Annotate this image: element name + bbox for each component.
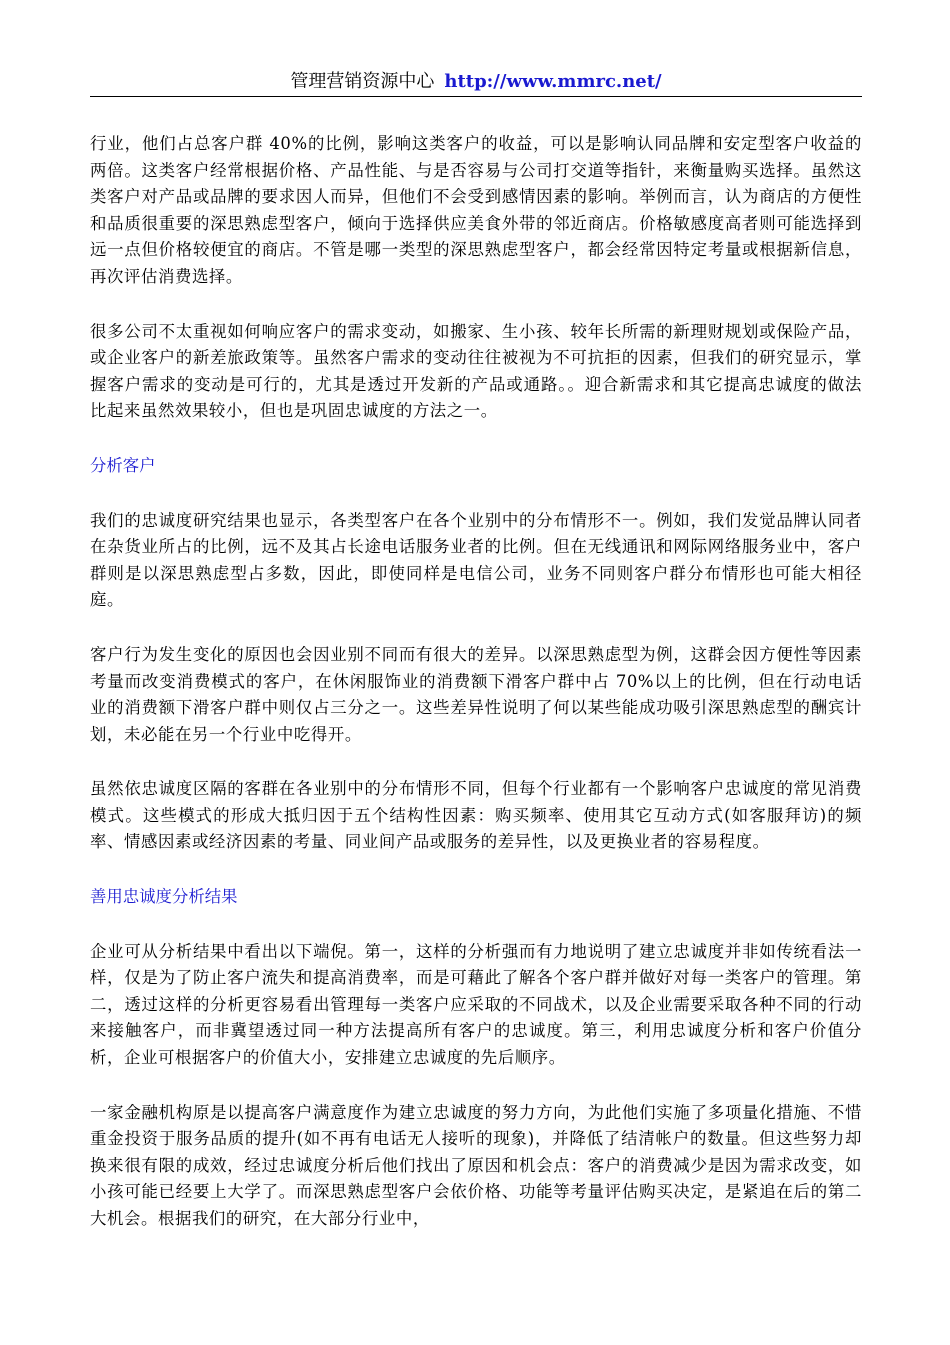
site-url-link[interactable]: http://www.mmrc.net/ — [444, 71, 662, 92]
paragraph-1: 行业，他们占总客户群 40%的比例，影响这类客户的收益，可以是影响认同品牌和安定型客户收益的两倍。这类客户经常根据价格、产品性能、与是否容易与公司打交道等指针，来衡量购买选择。虽然这类客户对产品或品牌的要求因人而异，但他们不会受到感情因素的影响。举例而言，认为商店的方便性和品质很重要的深思熟虑型客户，倾向于选择供应美食外带的邻近商店。价格敏感度高者则可能选择到远一点但价格较便宜的商店。不管是哪一类型的深思熟虑型客户，都会经常因特定考量或根据新信息，再次评估消费选择。 — [90, 134, 862, 286]
document-body — [90, 131, 862, 1261]
paragraph-4: 客户行为发生变化的原因也会因业别不同而有很大的差异。以深思熟虑型为例，这群会因方便性等因素考量而改变消费模式的客户，在休闲服饰业的消费额下滑客户群中占 70%以上的比例，但在行动电话业的消费额下滑客户群中则仅占三分之一。这些差异性说明了何以某些能成功吸引深思熟虑型的酬宾计划，未必能在另一个行业中吃得开。 — [90, 644, 862, 744]
paragraph-2: 很多公司不太重视如何响应客户的需求变动，如搬家、生小孩、较年长所需的新理财规划或保险产品，或企业客户的新差旅政策等。虽然客户需求的变动往往被视为不可抗拒的因素，但我们的研究显示，掌握客户需求的变动是可行的，尤其是透过开发新的产品或通路。。迎合新需求和其它提高忠诚度的做法比起来虽然效果较小，但也是巩固忠诚度的方法之一。 — [90, 321, 862, 421]
section-heading-analyze-customers: 分析客户 — [90, 455, 156, 475]
site-name: 管理营销资源中心 — [290, 71, 435, 92]
paragraph-5: 虽然依忠诚度区隔的客群在各业别中的分布情形不同，但每个行业都有一个影响客户忠诚度的常见消费模式。这些模式的形成大抵归因于五个结构性因素：购买频率、使用其它互动方式(如客服拜访)的频率、情感因素或经济因素的考量、同业间产品或服务的差异性，以及更换业者的容易程度。 — [90, 779, 862, 852]
page-header — [90, 68, 862, 96]
paragraph-3: 我们的忠诚度研究结果也显示，各类型客户在各个业别中的分布情形不一。例如，我们发觉品牌认同者在杂货业所占的比例，远不及其占长途电话服务业者的比例。但在无线通讯和网际网络服务业中，客户群则是以深思熟虑型占多数，因此，即使同样是电信公司，业务不同则客户群分布情形也可能大相径庭。 — [90, 510, 862, 610]
section-heading-use-results: 善用忠诚度分析结果 — [90, 887, 238, 907]
header-divider — [90, 96, 862, 97]
paragraph-7: 一家金融机构原是以提高客户满意度作为建立忠诚度的努力方向，为此他们实施了多项量化措施、不惜重金投资于服务品质的提升(如不再有电话无人接听的现象)，并降低了结清帐户的数量。但这些努力却换来很有限的成效，经过忠诚度分析后他们找出了原因和机会点：客户的消费减少是因为需求改变，如小孩可能已经要上大学了。而深思熟虑型客户会依价格、功能等考量评估购买决定，是紧追在后的第二大机会。根据我们的研究，在大部分行业中， — [90, 1102, 862, 1228]
paragraph-6: 企业可从分析结果中看出以下端倪。第一，这样的分析强而有力地说明了建立忠诚度并非如传统看法一样，仅是为了防止客户流失和提高消费率，而是可藉此了解各个客户群并做好对每一类客户的管理。第二，透过这样的分析更容易看出管理每一类客户应采取的不同战术，以及企业需要采取各种不同的行动来接触客户，而非冀望透过同一种方法提高所有客户的忠诚度。第三，利用忠诚度分析和客户价值分析，企业可根据客户的价值大小，安排建立忠诚度的先后顺序。 — [90, 941, 862, 1068]
